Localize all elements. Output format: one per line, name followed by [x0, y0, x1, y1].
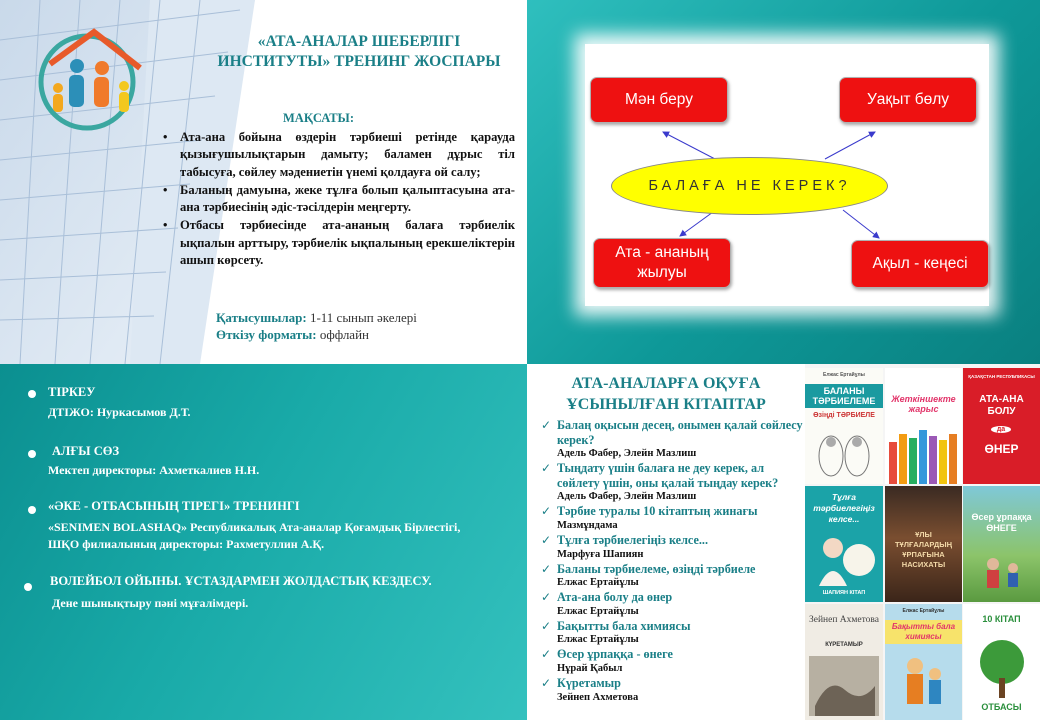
book-title: Бақытты бала химиясы: [557, 618, 691, 633]
book-cover: [885, 604, 962, 720]
cover-title: Тұлға тәрбиелегіңіз келсе...: [813, 492, 875, 524]
book-title: Тұлға тәрбиелегіңіз келсе...: [557, 532, 709, 547]
book-title: Өсер ұрпаққа - өнеге: [557, 647, 673, 662]
goal-item: • Ата-ана бойына өздерін тәрбиеші ретінде қарауда қызығушылықтарын дамыту; баламен дұрыс тіл табысуға, сөйлеу мәдениетін үнемі қолдауға ой салу;: [163, 129, 515, 181]
book-author: Нұрай Қабыл: [557, 662, 623, 674]
checkmark-icon: ✓: [541, 504, 552, 519]
goal-list: [163, 129, 515, 270]
agenda-title: «ӘКЕ - ОТБАСЫНЫҢ ТІРЕГІ» ТРЕНИНГІ: [48, 499, 300, 513]
book-author: Елжас Ертайұлы: [557, 577, 639, 589]
agenda-subtitle: Мектеп директоры: Ахметкалиев Н.Н.: [48, 463, 260, 477]
bullet-icon: [28, 450, 36, 458]
family-logo-icon: [32, 24, 150, 132]
book-item: [541, 619, 803, 648]
book-cover: [805, 604, 883, 720]
cover-author: Елжас Ертайұлы: [823, 372, 865, 378]
agenda-subtitle: ШҚО филиалының директоры: Рахметуллин А.Қ.: [48, 537, 325, 551]
book-item: [541, 676, 803, 705]
book-list: [541, 418, 803, 705]
participants-value: 1-11 сынып әкелері: [309, 310, 417, 325]
agenda-title: ВОЛЕЙБОЛ ОЙЫНЫ. ҰСТАЗДАРМЕН ЖОЛДАСТЫҚ КЕЗДЕСУ.: [50, 574, 432, 588]
checkmark-icon: ✓: [541, 647, 552, 662]
center-ellipse: БАЛАҒА НЕ КЕРЕК?: [611, 157, 888, 215]
cover-illustration: [885, 424, 962, 484]
book-author: Елжас Ертайұлы: [557, 605, 639, 617]
diagram-panel: [527, 0, 1040, 364]
checkmark-icon: ✓: [541, 461, 552, 476]
book-title: Баланы тәрбиелеме, өзіңді тәрбиеле: [557, 561, 756, 576]
checkmark-icon: ✓: [541, 532, 552, 547]
cover-topline: ҚАЗАҚСТАН РЕСПУБЛИКАСЫ: [968, 374, 1035, 379]
plan-title: «АТА-АНАЛАР ШЕБЕРЛІГІ ИНСТИТУТЫ» ТРЕНИНГ ЖОСПАРЫ: [217, 33, 501, 70]
book-item: [541, 533, 803, 562]
cover-footer: ШАПИЯН КІТАП: [822, 590, 866, 596]
book-item: [541, 461, 803, 504]
book-author: Зейнеп Ахметова: [557, 691, 639, 703]
meta-info: [216, 309, 417, 343]
book-cover: [963, 604, 1040, 720]
cover-title: Өсер ұрпаққа ӨНЕГЕ: [971, 512, 1032, 533]
tree-icon: [975, 638, 1029, 698]
agenda-subtitle: «SENIMEN BOLASHAQ» Республикалық Ата-аналар Қоғамдық Бірлестігі,: [48, 520, 461, 534]
books-title-line: АТА-АНАЛАРҒА ОҚУҒА: [571, 375, 761, 392]
cover-subtitle: Өзіңді ТӘРБИЕЛЕ: [813, 412, 875, 419]
books-title: [527, 373, 805, 415]
book-covers: [805, 364, 1040, 720]
format-value: оффлайн: [319, 327, 369, 342]
checkmark-icon: ✓: [541, 590, 552, 605]
cover-illustration: [811, 530, 877, 586]
agenda-subtitle: Дене шынықтыру пәні мұғалімдері.: [52, 596, 249, 610]
format-label: Өткізу форматы:: [216, 327, 317, 342]
book-item: [541, 504, 803, 533]
cover-illustration: [973, 544, 1033, 594]
book-author: Марфуға Шапиян: [557, 548, 644, 560]
cover-title: БАЛАНЫ ТӘРБИЕЛЕМЕ: [805, 384, 883, 408]
book-item: [541, 590, 803, 619]
book-title: Тыңдату үшін балаға не деу керек, ал сөйлету үшін, оны қалай тыңдау керек?: [557, 461, 779, 490]
cover-title: Бақытты бала химиясы: [885, 620, 962, 644]
cover-author: Елжас Ертайұлы: [902, 608, 945, 614]
book-item: [541, 647, 803, 676]
cover-illustration: [813, 426, 875, 478]
box-top-right: Уақыт бөлу: [839, 77, 977, 123]
book-title: Ата-ана болу да өнер: [557, 590, 673, 605]
goal-item: • Баланың дамуына, жеке тұлға болып қалыптасуына ата-ана тәрбиесінің әдіс-тәсілдерін меңгерту.: [163, 182, 515, 217]
checkmark-icon: ✓: [541, 561, 552, 576]
book-cover: [805, 486, 883, 602]
cover-title: 10 КІТАП: [982, 614, 1021, 624]
cover-subtitle: ӨНЕР: [984, 442, 1019, 456]
agenda-title: АЛҒЫ СӨЗ: [52, 444, 120, 458]
cover-illustration: [897, 654, 951, 716]
cover-subtitle: да: [991, 426, 1011, 433]
bullet-icon: [28, 506, 36, 514]
bullet-icon: [24, 583, 32, 591]
cover-author: Зейнеп Ахметова: [808, 615, 879, 625]
cover-title: КҮРЕТАМЫР: [825, 642, 863, 648]
book-author: Адель Фабер, Элейн Мазлиш: [557, 448, 697, 460]
book-title: Балаң оқысын десең, онымен қалай сөйлесу керек?: [557, 418, 803, 447]
book-title: Тәрбие туралы 10 кітаптың жинағы: [557, 504, 758, 519]
box-bottom-right: Ақыл - кеңесі: [851, 240, 989, 288]
agenda-title: ТІРКЕУ: [48, 385, 96, 399]
participants-label: Қатысушылар:: [216, 310, 307, 325]
checkmark-icon: ✓: [541, 418, 552, 432]
cover-illustration: [809, 656, 879, 716]
bullet-icon: [28, 390, 36, 398]
book-author: Елжас Ертайұлы: [557, 634, 639, 646]
book-author: Адель Фабер, Элейн Мазлиш: [557, 491, 697, 503]
checkmark-icon: ✓: [541, 675, 552, 690]
book-item: [541, 418, 803, 461]
box-top-left: Мән беру: [590, 77, 728, 123]
book-author: Мазмұндама: [557, 519, 618, 531]
books-title-line: ҰСЫНЫЛҒАН КІТАПТАР: [566, 396, 766, 413]
plan-panel: [0, 0, 527, 364]
goal-heading: МАҚСАТЫ:: [283, 111, 354, 125]
mind-map: [585, 44, 989, 306]
cover-title: Жеткіншекте жарыс: [891, 394, 956, 414]
book-cover: [963, 486, 1040, 602]
book-title: Күретамыр: [557, 675, 621, 690]
agenda-subtitle: ДТІЖО: Нуркасымов Д.Т.: [48, 405, 191, 419]
cover-title: ҰЛЫ ТҰЛҒАЛАРДЫҢ ҰРПАҒЫНА НАСИХАТЫ: [894, 530, 953, 569]
book-cover: [885, 368, 962, 484]
goal-item: • Отбасы тәрбиесінде ата-ананың балаға тәрбиелік ықпалын арттыру, тәрбиелік ықпалының ерекшеліктерін ашып көрсету.: [163, 217, 515, 269]
box-bottom-left: Ата - ананың жылуы: [593, 238, 731, 288]
book-cover: [963, 368, 1040, 484]
books-panel: [527, 364, 805, 720]
cover-title: АТА-АНА БОЛУ: [979, 394, 1024, 417]
checkmark-icon: ✓: [541, 618, 552, 633]
agenda-panel: [0, 364, 527, 720]
book-cover: [805, 368, 883, 484]
book-cover: [885, 486, 962, 602]
book-item: [541, 562, 803, 591]
cover-subtitle: ОТБАСЫ: [981, 702, 1022, 712]
